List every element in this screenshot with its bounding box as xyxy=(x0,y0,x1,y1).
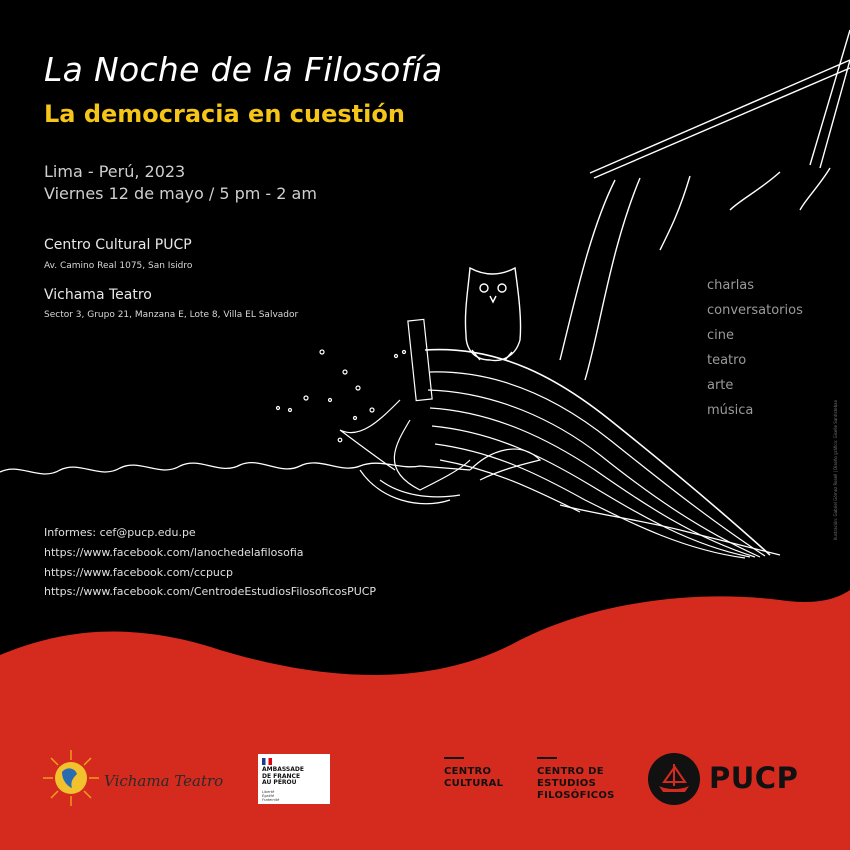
activity-item: teatro xyxy=(707,353,747,368)
logo-divider xyxy=(537,757,557,759)
venue-address-ccpucp: Av. Camino Real 1075, San Isidro xyxy=(44,261,193,271)
cef-logo xyxy=(537,757,615,802)
event-date: Viernes 12 de mayo / 5 pm - 2 am xyxy=(44,184,317,203)
activities-list xyxy=(707,278,803,428)
venue-name-ccpucp: Centro Cultural PUCP xyxy=(44,237,192,253)
activity-item: conversatorios xyxy=(707,303,803,318)
french-flag-icon xyxy=(262,758,272,765)
red-footer-band xyxy=(0,590,850,850)
owl-illustration xyxy=(465,268,520,360)
centro-cultural-logo xyxy=(444,757,503,790)
ambassade-motto: Liberté Égalité Fraternité xyxy=(262,790,280,802)
ambassade-title: AMBASSADE DE FRANCE AU PÉROU xyxy=(262,766,304,786)
facebook-link-lanoche[interactable]: https://www.facebook.com/lanochedelafilosofia xyxy=(44,546,304,559)
facebook-link-ccpucp[interactable]: https://www.facebook.com/ccpucp xyxy=(44,566,233,579)
vichama-logo-text: Vichama Teatro xyxy=(104,772,224,790)
activity-item: arte xyxy=(707,378,734,393)
illustration-credit: Ilustración: Gabriel Gómez Rosell | Diseño gráfico: Giselle Santisteban xyxy=(833,399,838,540)
page-subtitle: La democracia en cuestión xyxy=(44,100,405,128)
sea-horizon-wave xyxy=(0,463,780,555)
event-city: Lima - Perú, 2023 xyxy=(44,162,186,181)
pucp-seal-icon xyxy=(647,752,701,806)
ambassade-logo xyxy=(258,754,330,804)
activity-item: charlas xyxy=(707,278,755,293)
venue-address-vichama: Sector 3, Grupo 21, Manzana E, Lote 8, Villa EL Salvador xyxy=(44,310,299,320)
page-title: La Noche de la Filosofía xyxy=(44,50,443,89)
pucp-logo-text: PUCP xyxy=(709,761,799,795)
contact-email[interactable]: Informes: cef@pucp.edu.pe xyxy=(44,526,196,539)
centro-cultural-label: CENTRO CULTURAL xyxy=(444,766,504,789)
activity-item: cine xyxy=(707,328,734,343)
venue-name-vichama: Vichama Teatro xyxy=(44,287,152,303)
logo-divider xyxy=(444,757,464,759)
sail-illustration xyxy=(560,30,850,380)
vichama-logo-icon xyxy=(40,748,102,808)
facebook-link-cef[interactable]: https://www.facebook.com/CentrodeEstudiosFilosoficosPUCP xyxy=(44,585,377,598)
cef-label: CENTRO DE ESTUDIOS FILOSÓFICOS xyxy=(537,766,615,801)
activity-item: música xyxy=(707,403,754,418)
